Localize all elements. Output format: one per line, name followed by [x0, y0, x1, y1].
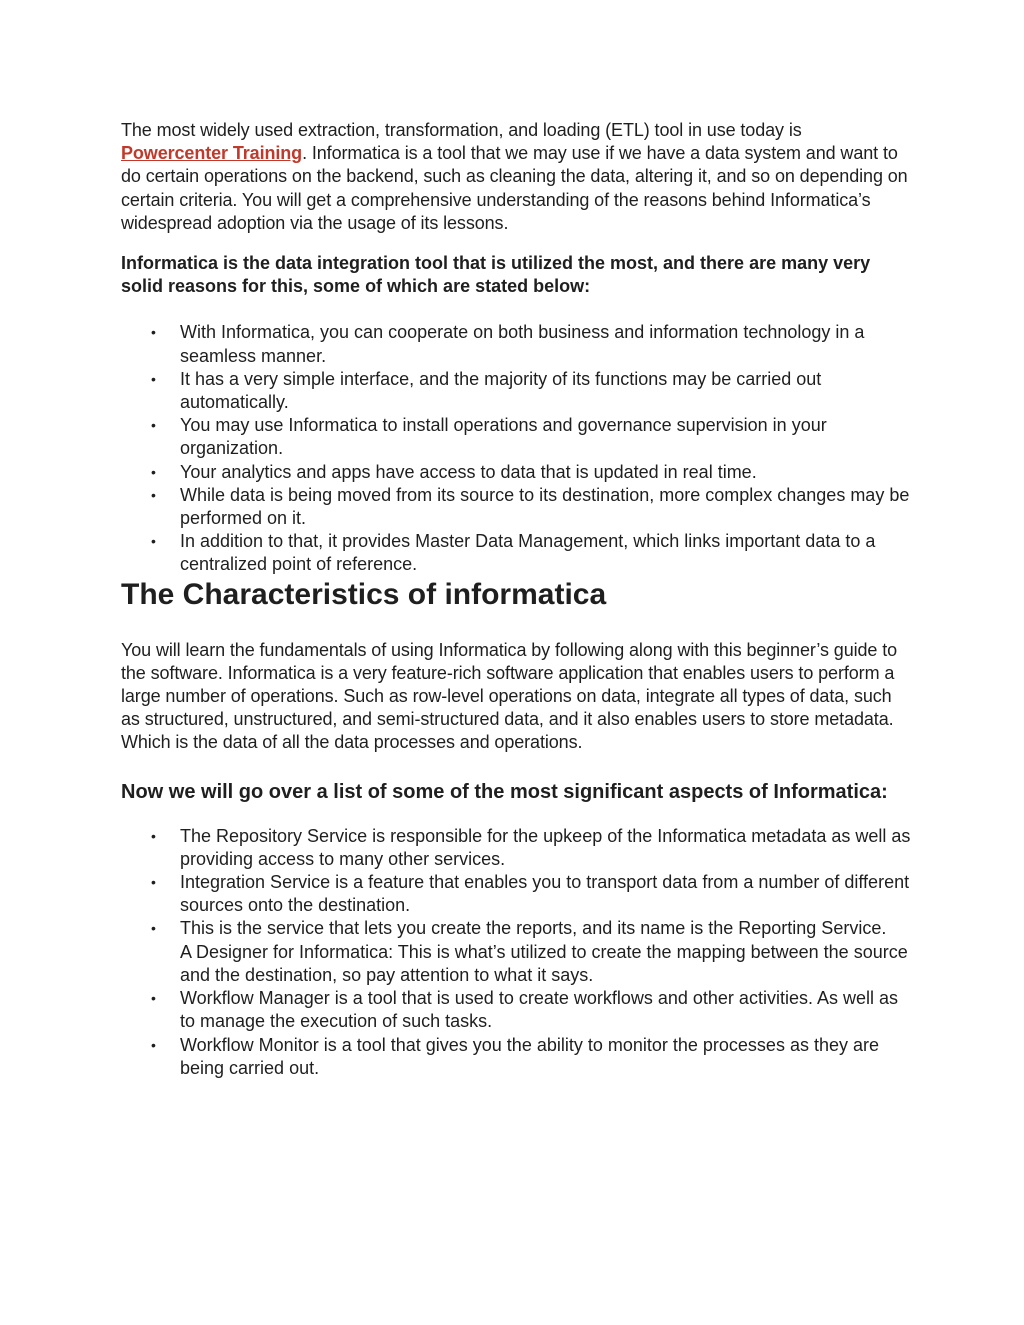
- bullet-icon: •: [151, 990, 156, 1007]
- reasons-list: [121, 321, 911, 576]
- designer-text: A Designer for Informatica: This is what’s utilized to create the mapping between the source and the destination, so pay attention to what it says.: [180, 941, 908, 985]
- list-item-text: Workflow Manager is a tool that is used to create workflows and other activities. As well as to manage the execution of such tasks.: [180, 988, 898, 1032]
- list-item: [121, 461, 911, 484]
- aspects-list: [121, 825, 911, 1080]
- intro-text-start: The most widely used extraction, transformation, and loading (ETL) tool in use today is: [121, 120, 802, 140]
- aspects-heading: Now we will go over a list of some of the most significant aspects of Informatica:: [121, 780, 888, 803]
- list-item-text: The Repository Service is responsible for the upkeep of the Informatica metadata as well as providing access to many other services.: [180, 825, 911, 869]
- list-item: [121, 825, 911, 871]
- list-item-text: Workflow Monitor is a tool that gives you the ability to monitor the processes as they are being carried out.: [180, 1034, 879, 1078]
- list-item: [121, 484, 911, 530]
- bullet-icon: •: [151, 463, 156, 480]
- characteristics-paragraph: You will learn the fundamentals of using Informatica by following along with this beginner’s guide to the software. Informatica is a very feature-rich software application that enables users to perform a large number of operations. Such as row-level operations on data, integrate all types of data, such as structured, unstructured, and semi-structured data, and it also enables users to store metadata. Which is the data of all the data processes and operations.: [121, 639, 898, 753]
- powercenter-training-link[interactable]: Powercenter Training: [121, 143, 303, 164]
- list-item: [121, 530, 911, 576]
- bullet-icon: •: [151, 324, 156, 341]
- list-item-text: This is the service that lets you create the reports, and its name is the Reporting Service.: [180, 918, 887, 939]
- bullet-icon: •: [151, 874, 156, 891]
- section-title: The Characteristics of informatica: [121, 577, 607, 611]
- list-item-text: It has a very simple interface, and the majority of its functions may be carried out automatically.: [180, 368, 822, 413]
- reasons-heading: Informatica is the data integration tool that is utilized the most, and there are many very solid reasons for this, some of which are stated below:: [121, 253, 871, 297]
- list-item-text: Integration Service is a feature that enables you to transport data from a number of different sources onto the destination.: [180, 872, 910, 916]
- bullet-icon: •: [151, 827, 156, 844]
- intro-text-end: . Informatica is a tool that we may use if we have a data system and want to do certain operations on the backend, such as cleaning the data, altering it, and so on depending on certain criteria. You will get a comprehensive understanding of the reasons behind Informatica’s widespread adoption via the usage of its lessons.: [121, 143, 908, 233]
- list-item-text: You may use Informatica to install operations and governance supervision in your organization.: [180, 415, 827, 459]
- document-page: [121, 119, 911, 1080]
- list-item-text: In addition to that, it provides Master Data Management, which links important data to a centralized point of reference.: [180, 531, 876, 575]
- bullet-icon: •: [151, 920, 156, 937]
- bullet-icon: •: [151, 370, 156, 387]
- bullet-icon: •: [151, 417, 156, 434]
- list-item-text: With Informatica, you can cooperate on both business and information technology in a seamless manner.: [180, 322, 865, 366]
- bullet-icon: •: [151, 533, 156, 550]
- list-item: [121, 321, 911, 367]
- list-item: [121, 987, 911, 1033]
- list-item-text: Your analytics and apps have access to data that is updated in real time.: [180, 461, 757, 482]
- list-item: [121, 871, 911, 917]
- list-item: [121, 1034, 911, 1080]
- bullet-icon: •: [151, 1036, 156, 1053]
- list-item: [121, 917, 911, 987]
- bullet-icon: •: [151, 486, 156, 503]
- list-item-text: While data is being moved from its source to its destination, more complex changes may be performed on it.: [180, 484, 910, 529]
- list-item: [121, 414, 911, 460]
- intro-paragraph: [121, 119, 911, 235]
- list-item: [121, 368, 911, 414]
